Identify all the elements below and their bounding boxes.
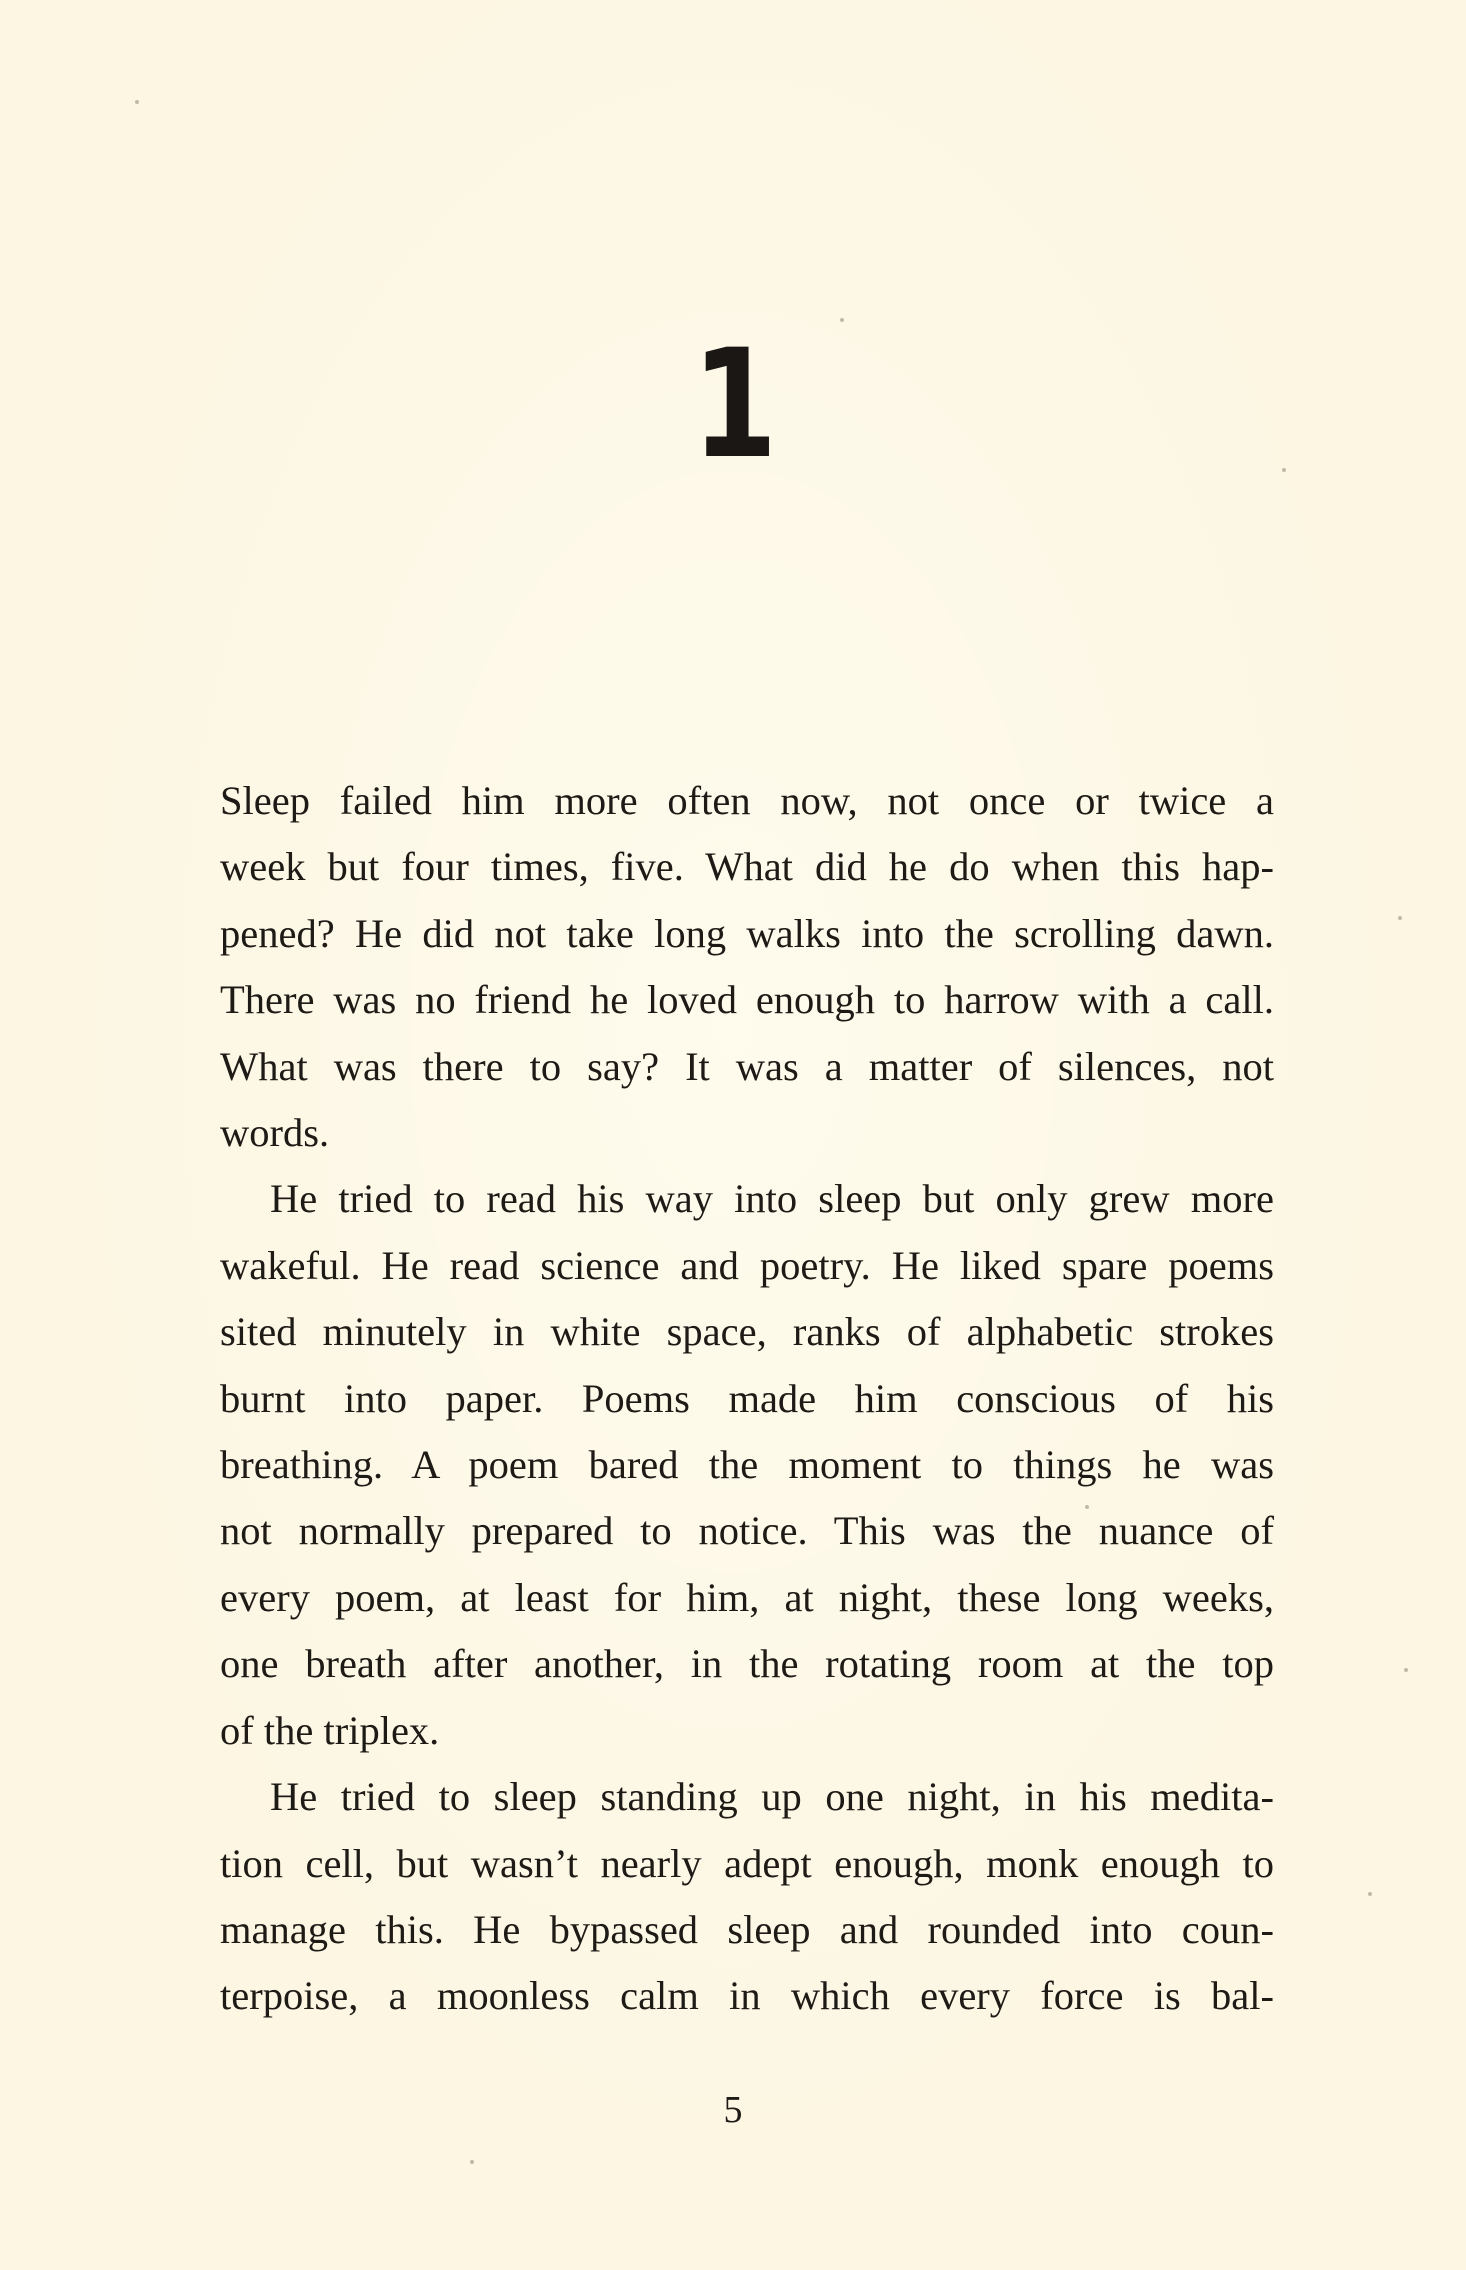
text-line: of the triplex. bbox=[220, 1707, 440, 1753]
text-line: manage this. He bypassed sleep and rounded into coun- bbox=[220, 1906, 1274, 1952]
paper-speck bbox=[470, 2160, 474, 2164]
paper-speck bbox=[840, 318, 844, 322]
paper-speck bbox=[1398, 916, 1402, 920]
text-line: He tried to read his way into sleep but only grew more bbox=[270, 1176, 1274, 1222]
text-line: words. bbox=[220, 1110, 330, 1156]
text-line: tion cell, but wasn’t nearly adept enough, monk enough to bbox=[220, 1840, 1274, 1886]
text-line: He tried to sleep standing up one night, in his medita- bbox=[270, 1774, 1274, 1820]
paragraph-3 bbox=[220, 1764, 1274, 2030]
text-line: not normally prepared to notice. This was the nuance of bbox=[220, 1508, 1274, 1554]
text-line: wakeful. He read science and poetry. He liked spare poems bbox=[220, 1242, 1274, 1288]
paper-speck bbox=[1404, 1668, 1408, 1672]
paper-speck bbox=[135, 100, 139, 104]
text-line: breathing. A poem bared the moment to things he was bbox=[220, 1442, 1274, 1488]
text-line: What was there to say? It was a matter of silences, not bbox=[220, 1043, 1274, 1089]
text-line: sited minutely in white space, ranks of alphabetic strokes bbox=[220, 1309, 1274, 1355]
text-line: Sleep failed him more often now, not once or twice a bbox=[220, 778, 1274, 823]
text-line: burnt into paper. Poems made him conscious of his bbox=[220, 1375, 1274, 1421]
text-line: week but four times, five. What did he do when this hap- bbox=[220, 844, 1274, 890]
chapter-number: 1 bbox=[691, 318, 775, 492]
text-line: pened? He did not take long walks into the scrolling dawn. bbox=[220, 910, 1274, 956]
paper-speck bbox=[1368, 1892, 1372, 1896]
paper-speck bbox=[1282, 468, 1286, 472]
body-text bbox=[220, 768, 1274, 2030]
paper-speck bbox=[1085, 1505, 1089, 1509]
text-line: terpoise, a moonless calm in which every force is bal- bbox=[220, 1973, 1274, 2019]
page-number: 5 bbox=[723, 2089, 743, 2131]
text-line: one breath after another, in the rotating room at the top bbox=[220, 1641, 1274, 1687]
paragraph-2 bbox=[220, 1166, 1274, 1764]
text-line: every poem, at least for him, at night, these long weeks, bbox=[220, 1574, 1274, 1620]
paragraph-1 bbox=[220, 768, 1274, 1166]
text-line: There was no friend he loved enough to harrow with a call. bbox=[220, 977, 1274, 1023]
